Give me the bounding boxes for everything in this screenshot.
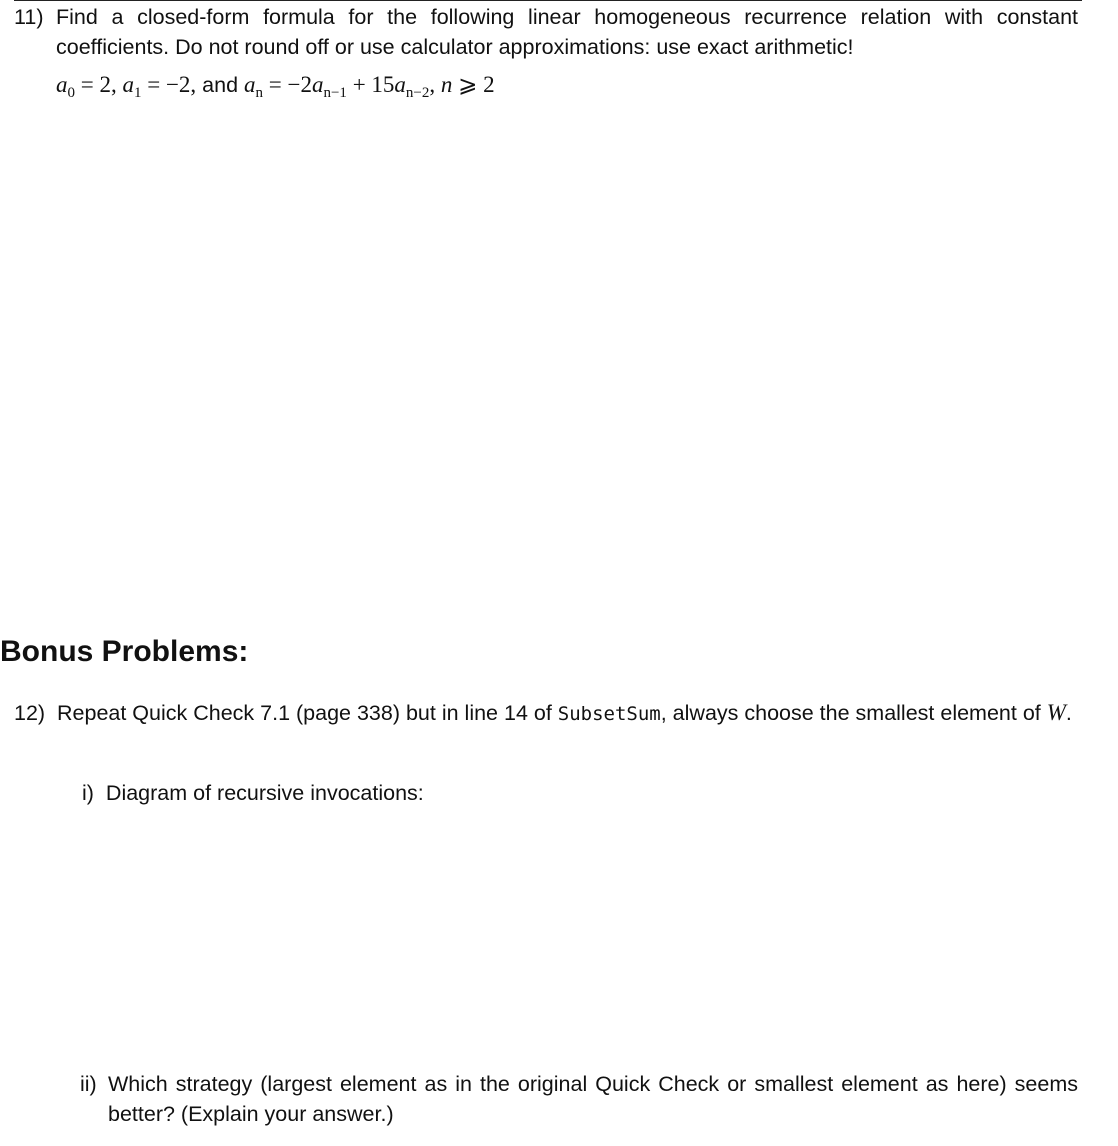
part-ii-label: ii) bbox=[80, 1072, 97, 1096]
problem-11-recurrence bbox=[56, 70, 495, 100]
problem-11-text: Find a closed-form formula for the following linear homogeneous recurrence relation with constant coefficients. Do not round off or use calculator approximations: use exact arithmetic! bbox=[56, 5, 1078, 59]
math-a0: a bbox=[56, 72, 68, 97]
part-i-label: i) bbox=[82, 781, 94, 805]
math-a1: a bbox=[122, 72, 134, 97]
math-an-sub: n bbox=[255, 85, 264, 101]
problem-12-text-end: . bbox=[1065, 701, 1072, 725]
math-a1-value: = −2, bbox=[141, 72, 197, 97]
problem-12-text bbox=[57, 698, 1079, 729]
math-rhs-3: , bbox=[429, 72, 441, 97]
math-rhs-2: + 15 bbox=[346, 72, 395, 97]
problem-12-text-after: , always choose the smallest element of bbox=[660, 701, 1047, 725]
math-w-var: W bbox=[1046, 700, 1066, 725]
math-rhs-sub2: n−2 bbox=[405, 85, 430, 101]
math-rhs-a2: a bbox=[394, 72, 406, 97]
math-rhs-sub1: n−1 bbox=[323, 85, 347, 101]
problem-12-text-before: Repeat Quick Check 7.1 (page 338) but in line 14 of bbox=[57, 701, 558, 725]
math-rhs-a1: a bbox=[311, 72, 324, 97]
math-a0-sub: 0 bbox=[67, 85, 75, 101]
top-rule bbox=[14, 0, 1082, 1]
math-rhs-1: = −2 bbox=[263, 72, 312, 97]
problem-11-number: 11) bbox=[14, 5, 44, 29]
bonus-problems-heading: Bonus Problems: bbox=[0, 635, 249, 668]
math-a0-value: = 2, bbox=[75, 72, 123, 97]
math-condition: ⩾ 2 bbox=[452, 72, 495, 97]
problem-12-number: 12) bbox=[14, 701, 46, 725]
problem-12-part-i bbox=[82, 778, 424, 808]
part-i-text: Diagram of recursive invocations: bbox=[105, 781, 424, 805]
math-an: a bbox=[244, 72, 256, 97]
part-ii-text: Which strategy (largest element as in the original Quick Check or smallest element as here) seems better? (Explain your answer.) bbox=[108, 1072, 1078, 1126]
math-n-var: n bbox=[440, 72, 453, 97]
math-a1-sub: 1 bbox=[133, 85, 142, 101]
and-word: and bbox=[196, 73, 245, 97]
subsetsum-code: SubsetSum bbox=[557, 703, 661, 725]
